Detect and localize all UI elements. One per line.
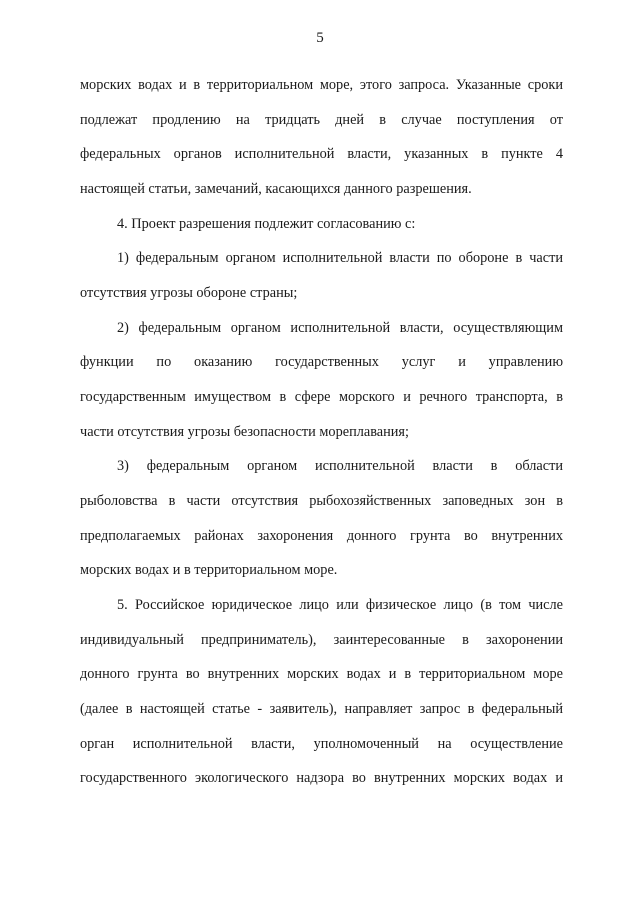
text-line: донного грунта во внутренних морских водах и в территориальном море — [80, 666, 563, 682]
text-line: государственным имуществом в сфере морского и речного транспорта, в — [80, 389, 563, 405]
text-line: предполагаемых районах захоронения донного грунта во внутренних — [80, 528, 563, 544]
text-line: 2) федеральным органом исполнительной власти, осуществляющим — [117, 320, 563, 336]
page-number: 5 — [316, 30, 324, 46]
text-line: 3) федеральным органом исполнительной власти в области — [117, 458, 563, 474]
text-line: настоящей статьи, замечаний, касающихся данного разрешения. — [80, 181, 472, 197]
text-line: 4. Проект разрешения подлежит согласованию с: — [117, 216, 416, 232]
text-line: 1) федеральным органом исполнительной власти по обороне в части — [117, 250, 563, 266]
text-line: федеральных органов исполнительной власти, указанных в пункте 4 — [80, 146, 563, 162]
text-line: морских водах и в территориальном море. — [80, 562, 338, 578]
text-line: государственного экологического надзора во внутренних морских водах и — [80, 770, 563, 786]
text-line: морских водах и в территориальном море, этого запроса. Указанные сроки — [80, 77, 563, 93]
text-line: части отсутствия угрозы безопасности мореплавания; — [80, 424, 409, 440]
text-line: отсутствия угрозы обороне страны; — [80, 285, 298, 301]
text-line: подлежат продлению на тридцать дней в случае поступления от — [80, 112, 563, 128]
text-line: (далее в настоящей статье - заявитель), направляет запрос в федеральный — [80, 701, 563, 717]
text-line: рыболовства в части отсутствия рыбохозяйственных заповедных зон в — [80, 493, 563, 509]
text-line: функции по оказанию государственных услуг и управлению — [80, 354, 563, 370]
text-line: индивидуальный предприниматель), заинтересованные в захоронении — [80, 632, 563, 648]
text-line: 5. Российское юридическое лицо или физическое лицо (в том числе — [117, 597, 563, 613]
text-line: орган исполнительной власти, уполномоченный на осуществление — [80, 736, 563, 752]
